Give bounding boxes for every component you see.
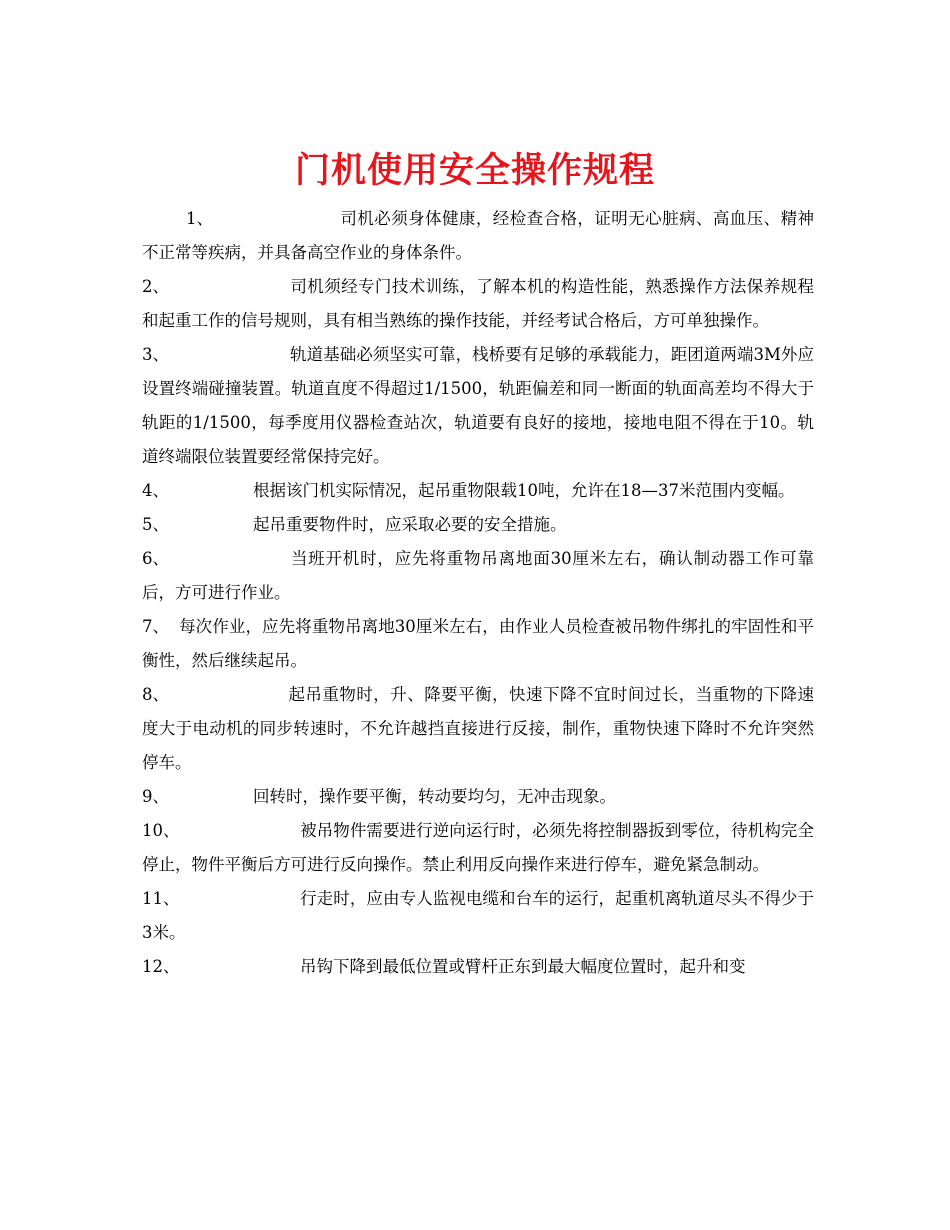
clause-text: 司机必须身体健康，经检查合格，证明无心脏病、高血压、精神不正常等疾病，并具备高空作业的身体条件。 (142, 209, 814, 262)
clause-item (142, 202, 814, 270)
clause-text: 吊钩下降到最低位置或臂杆正东到最大幅度位置时，起升和变 (300, 957, 746, 976)
clause-number: 11、 (142, 889, 180, 908)
clause-number: 2、 (142, 277, 169, 296)
clause-text: 轨道基础必须坚实可靠，栈桥要有足够的承载能力，距团道两端3M外应设置终端碰撞装置。轨道直度不得超过1/1500，轨距偏差和同一断面的轨面高差均不得大于轨距的1/1500，每季度用仪器检查站次，轨道要有良好的接地，接地电阻不得在于10。轨道终端限位装置要经常保持完好。 (142, 345, 814, 466)
clause-list (142, 202, 814, 984)
clause-text: 回转时，操作要平衡，转动要均匀，无冲击现象。 (253, 787, 616, 806)
document-title: 门机使用安全操作规程 (294, 151, 655, 192)
clause-item (142, 882, 814, 950)
clause-number: 10、 (142, 821, 180, 840)
clause-text: 根据该门机实际情况，起吊重物限载10吨，允许在18—37米范围内变幅。 (253, 481, 795, 500)
clause-number: 7、 (142, 617, 169, 636)
clause-text: 行走时，应由专人监视电缆和台车的运行，起重机离轨道尽头不得少于3米。 (142, 889, 814, 942)
clause-number: 4、 (142, 481, 169, 500)
clause-item (142, 270, 814, 338)
clause-item (142, 508, 814, 542)
clause-item (142, 610, 814, 678)
clause-text: 起吊重物时，升、降要平衡，快速下降不宜时间过长，当重物的下降速度大于电动机的同步转速时，不允许越挡直接进行反接，制作，重物快速下降时不允许突然停车。 (142, 685, 814, 772)
clause-number: 12、 (142, 957, 180, 976)
clause-number: 3、 (142, 345, 169, 364)
clause-text: 每次作业，应先将重物吊离地30厘米左右，由作业人员检查被吊物件绑扎的牢固性和平衡性，然后继续起吊。 (142, 617, 814, 670)
clause-item (142, 474, 814, 508)
clause-item (142, 338, 814, 474)
clause-text: 起吊重要物件时，应采取必要的安全措施。 (253, 515, 567, 534)
clause-item (142, 678, 814, 780)
clause-text: 司机须经专门技术训练，了解本机的构造性能，熟悉操作方法保养规程和起重工作的信号规则，具有相当熟练的操作技能，并经考试合格后，方可单独操作。 (142, 277, 814, 330)
clause-item (142, 542, 814, 610)
clause-item (142, 814, 814, 882)
clause-item (142, 950, 814, 984)
clause-number: 5、 (142, 515, 169, 534)
clause-number: 6、 (142, 549, 169, 568)
clause-number: 8、 (142, 685, 169, 704)
clause-text: 当班开机时，应先将重物吊离地面30厘米左右，确认制动器工作可靠后，方可进行作业。 (142, 549, 814, 602)
clause-number: 1、 (186, 209, 213, 228)
clause-number: 9、 (142, 787, 169, 806)
clause-item (142, 780, 814, 814)
clause-text: 被吊物件需要进行逆向运行时，必须先将控制器扳到零位，待机构完全停止，物件平衡后方可进行反向操作。禁止利用反向操作来进行停车，避免紧急制动。 (142, 821, 814, 874)
